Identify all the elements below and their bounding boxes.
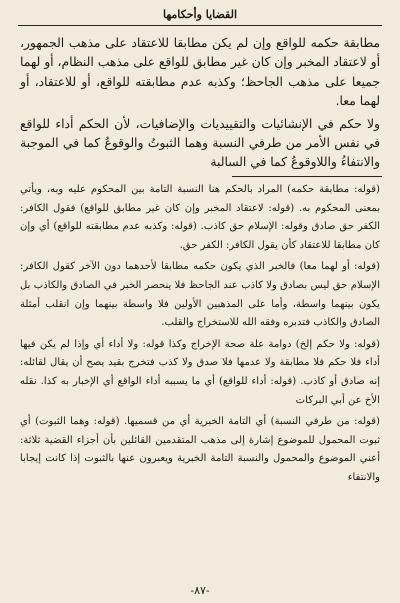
note-paragraph: (قوله: ولا حكم إلخ) دوامة علة صحة الإخراج وكذا قوله: ولا أداء أي وإذا لم يكن فيها أداء فلا حكم فلا مطابقة ولا عدمها فلا صدق ولا كذب فتخرج بقيد يصح أن يقال لقائله: إنه صادق أو كاذب. (قوله: أداء للواقع) أي ما يسببه أداء الواقع أي الإخبار به كذا. نقله الأخ عن أبي البركات [20, 338, 380, 406]
footnote-separator [232, 176, 382, 177]
note-paragraph: (قوله: أو لهما معا) فالخبر الذي يكون حكمه مطابقا لأحدهما دون الآخر كقول الكافر: الإسلام حق ليس بصادق ولا كاذب عند الجاحظ فلا ينحصر الخبر في الصادق والكاذب بل يكون بينهما واسطة، وأما على المذهبين الأولين فلا واسطة بينهما وإن انقلب أمثلة الصادق والكاذب فتدبره وفقه الله للاستخراج والقلب. [20, 261, 380, 329]
note-paragraph: (قوله: من طرفي النسبة) أي التامة الخبرية أي من قسميها. (قوله: وهما الثبوت) أي ثبوت المحمول للموضوع إشارة إلى مذهب المتقدمين القائلين بأن أجزاء القضية ثلاثة: أعني الموضوع والمحمول والنسبة التامة الخبرية ويعبرون عنها بالثبوت إذا كانت إيجابا والانتفاء [20, 416, 380, 483]
main-paragraph: ولا حكم في الإنشائيات والتقييديات والإضافيات، لأن الحكم أداء للواقع في نفس الأمر من طرفي النسبة وهما الثبوتُ والوقوعُ كما في الموجبة والانتفاءُ واللاوقوعُ كما في السالبة [20, 116, 380, 170]
commentary-notes [20, 181, 380, 488]
running-head: القضايا وأحكامها [162, 8, 237, 21]
header-rule [18, 25, 382, 26]
main-text [20, 34, 380, 173]
main-paragraph: مطابقة حكمه للواقع وإن لم يكن مطابقا للاعتقاد على مذهب الجمهور، أو لاعتقاد المخبر وإن كان غير مطابق للواقع على مذهب النظام، أو لهما جميعا على مذهب الجاحظ؛ وكذبه عدم مطابقته للواقع، أو للاعتقاد، أو لهما معا. [20, 36, 380, 109]
note-paragraph: (قوله: مطابقة حكمه) المراد بالحكم هنا النسبة التامة بين المحكوم عليه وبه، ويأتي بمعنى المحكوم به. (قوله: لاعتقاد المخبر وإن كان غير مطابق للواقع) فقول الكافر: الكفر حق صادق وقوله: الإسلام حق كاذب. (قوله: وكذبه عدم مطابقته للواقع) أي وإن كان مطابقا للاعتقاد كأن يقول الكافر: الكفر حق. [20, 184, 380, 251]
page-number: -٨٧- [190, 584, 210, 597]
